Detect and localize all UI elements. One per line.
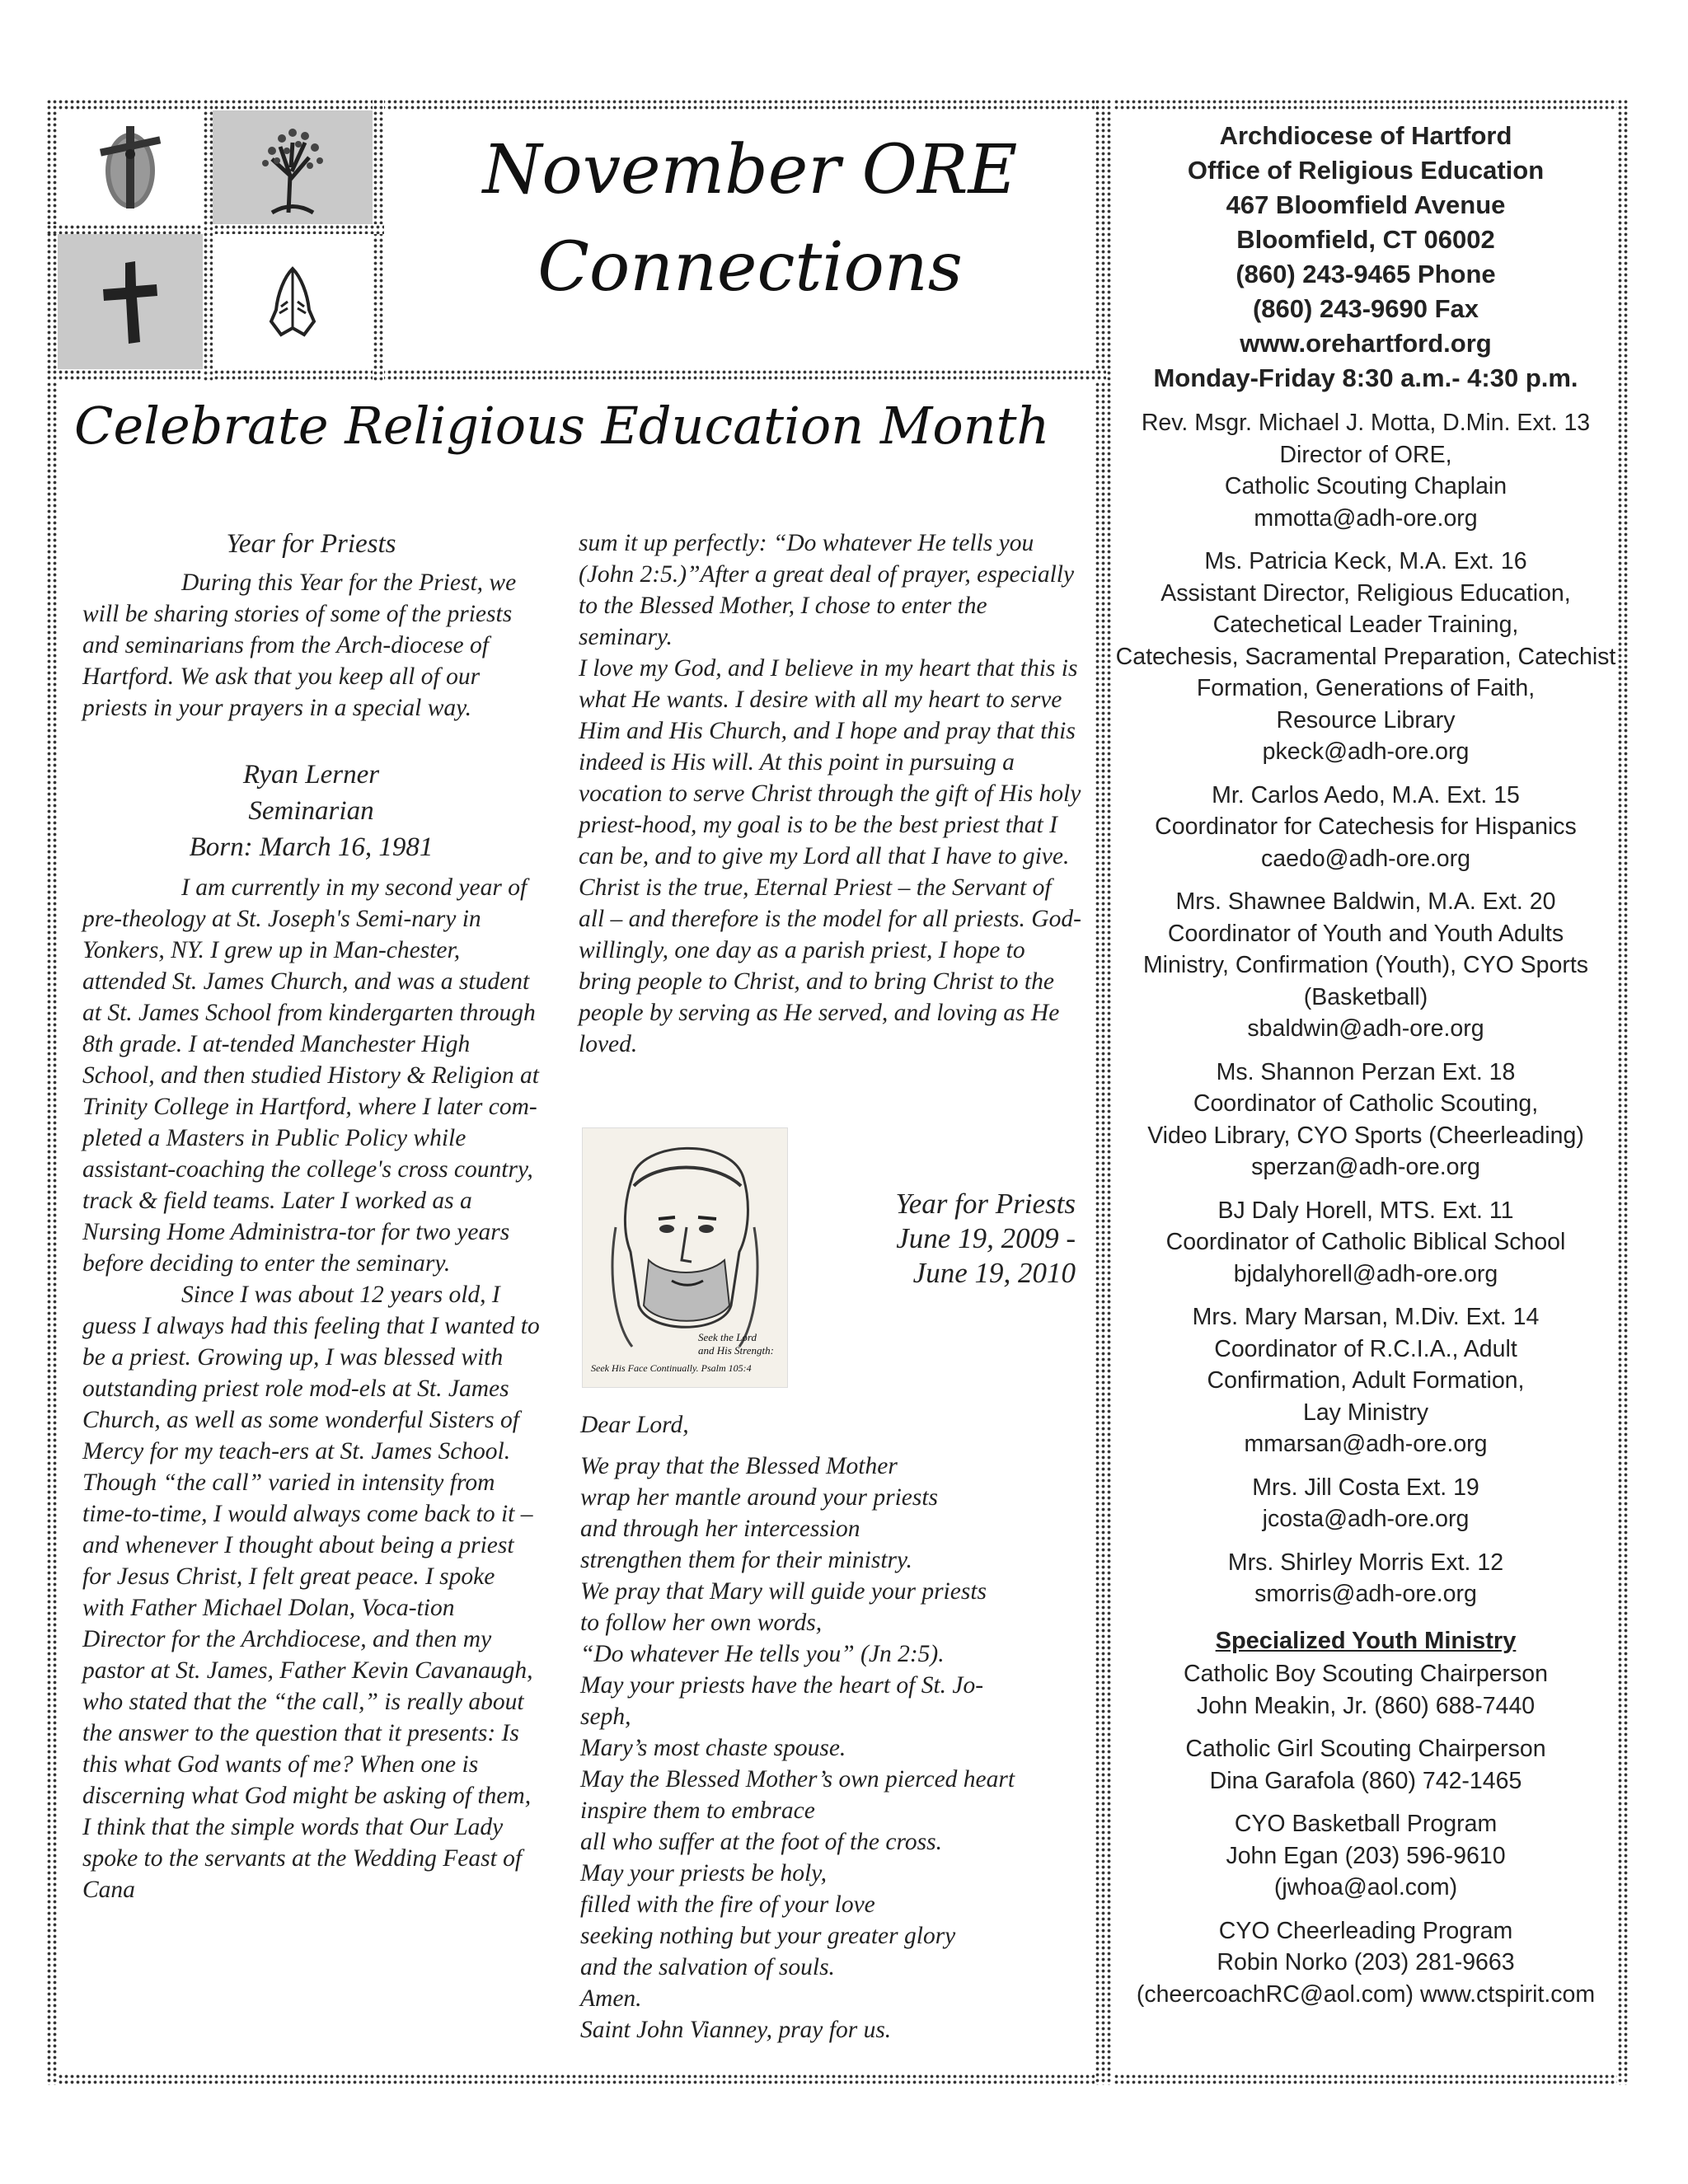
priest-sketch-image [582, 1127, 788, 1388]
staff-line: Catechetical Leader Training, [1212, 612, 1519, 638]
cross-icon [97, 256, 163, 347]
story-paragraph-2: Since I was about 12 years old, I guess I always had this feeling that I wanted to be a priest. Growing up, I was blessed with outstanding priest role mod-els at St. James Church, as well as some wonderful Sisters of Mercy for my teach-ers at St. James School. Though “the call” varied in intensity from time-to-time, I would always come back to it – and whenever I thought about being a priest for Jesus Christ, I felt great peace. I spoke with Father Michael Dolan, Voca-tion Director for the Archdiocese, and then my pastor at St. James, Father Kevin Cavanaugh, who stated that the “the call,” is really about the answer to the question that it presents: Is this what God wants of me? When one is discerning what God might be asking of them, I think that the simple words that Our Lady spoke to the servants at the Wedding Feast of Cana [82, 1282, 540, 1903]
sketch-caption-2: and His Strength: [698, 1344, 774, 1357]
profile-born: Born: March 16, 1981 [189, 832, 434, 862]
sketch-caption-3: Seek His Face Continually. Psalm 105:4 [591, 1362, 752, 1374]
youth-program-line: John Meakin, Jr. (860) 688-7440 [1196, 1692, 1536, 1719]
staff-entry [1114, 1057, 1617, 1183]
youth-program-line: (jwhoa@aol.com) [1273, 1874, 1458, 1900]
youth-program-entry [1114, 1808, 1617, 1904]
youth-program-line: John Egan (203) 596-9610 [1226, 1842, 1506, 1869]
staff-entry [1114, 1195, 1617, 1291]
staff-line: Coordinator of Youth and Youth Adults [1167, 920, 1564, 947]
prayer-line: “Do whatever He tells you” (Jn 2:5). [580, 1641, 945, 1667]
icon-grid-divider-vertical [203, 99, 213, 381]
staff-line: Video Library, CYO Sports (Cheerleading) [1147, 1122, 1584, 1149]
prayer-line: May your priests have the heart of St. Jo- [580, 1672, 984, 1699]
praying-hands-icon [260, 260, 326, 343]
profile-role: Seminarian [248, 796, 374, 826]
staff-email-link[interactable]: jcosta@adh-ore.org [1262, 1506, 1470, 1532]
office-contact-line: www.orehartford.org [1240, 329, 1492, 358]
middle-column-text [579, 527, 1081, 1060]
staff-entry [1114, 407, 1617, 534]
year-for-priests-dates [808, 1187, 1076, 1291]
sidebar-title: Year for Priests [895, 1188, 1076, 1220]
youth-program-line: Dina Garafola (860) 742-1465 [1209, 1767, 1522, 1794]
staff-directory [1114, 407, 1617, 1610]
prayer [580, 1409, 1091, 2046]
staff-entry [1114, 1547, 1617, 1610]
sidebar-dates-2: June 19, 2010 [912, 1257, 1076, 1289]
prayer-line: wrap her mantle around your priests [580, 1484, 939, 1511]
staff-line: Director of ORE, [1279, 441, 1452, 468]
prayer-line: seph, [580, 1704, 631, 1730]
office-contact-line: Archdiocese of Hartford [1219, 121, 1512, 150]
staff-email-link[interactable]: mmarsan@adh-ore.org [1244, 1431, 1488, 1457]
crucifix-tile [58, 110, 203, 224]
prayer-line: and through her intercession [580, 1516, 860, 1542]
staff-email-link[interactable]: bjdalyhorell@adh-ore.org [1233, 1260, 1498, 1287]
prayer-line: all who suffer at the foot of the cross. [580, 1829, 942, 1855]
office-contact-line: Monday-Friday 8:30 a.m.- 4:30 p.m. [1153, 363, 1578, 392]
staff-line: Coordinator for Catechesis for Hispanics [1155, 813, 1577, 840]
staff-line: Coordinator of Catholic Scouting, [1193, 1090, 1539, 1117]
staff-line: Lay Ministry [1302, 1399, 1429, 1426]
staff-entry [1114, 1301, 1617, 1460]
staff-email-link[interactable]: sbaldwin@adh-ore.org [1247, 1015, 1484, 1042]
story-paragraph-1: I am currently in my second year of pre-theology at St. Joseph's Semi-nary in Yonkers, NY. I grew up in Man-chester, attended St. James Church, and was a student at St. James School from kindergarten through 8th grade. I at-tended Manchester High School, and then studied History & Religion at Trinity College in Hartford, where I later com-pleted a Masters in Public Policy while assistant-coaching the college's cross country, track & field teams. Later I worked as a Nursing Home Administra-tor for two years before deciding to enter the seminary. [82, 874, 539, 1277]
prayer-line: We pray that Mary will guide your priests [580, 1578, 987, 1605]
youth-program-entry [1114, 1658, 1617, 1722]
sidebar-dates-1: June 19, 2009 - [896, 1222, 1076, 1254]
staff-line: Coordinator of Catholic Biblical School [1165, 1229, 1566, 1255]
story-paragraph-3: I love my God, and I believe in my heart that this is what He wants. I desire with all my heart to serve Him and His Church, and I hope and pray that this indeed is His will. At this point in pursuing a vocation to serve Christ through the gift of His holy priest-hood, my goal is to be the best priest that I can be, and to give my Lord all that I have to give. Christ is the true, Eternal Priest – the Servant of all – and therefore is the model for all priests. God-willingly, one day as a parish priest, I hope to bring people to Christ, and to bring Christ to the people by serving as He served, and loving as He loved. [579, 655, 1081, 1057]
newsletter-title [387, 122, 1113, 316]
staff-line: Mrs. Jill Costa Ext. 19 [1252, 1474, 1479, 1501]
profile-name: Ryan Lerner [242, 760, 380, 790]
right-column [1114, 119, 1617, 2010]
page-border-left [46, 99, 58, 2085]
office-contact-line: Bloomfield, CT 06002 [1236, 225, 1495, 254]
youth-program-line: CYO Basketball Program [1234, 1811, 1498, 1837]
staff-entry [1114, 886, 1617, 1045]
prayer-line: and the salvation of souls. [580, 1954, 835, 1980]
left-column [82, 526, 540, 1905]
page-border-bottom [46, 2074, 1629, 2085]
youth-program-line: Catholic Boy Scouting Chairperson [1184, 1661, 1548, 1687]
staff-email-link[interactable]: caedo@adh-ore.org [1261, 845, 1470, 872]
staff-entry [1114, 1472, 1617, 1535]
prayer-line: May your priests be holy, [580, 1860, 828, 1886]
priest-portrait-icon [583, 1128, 787, 1351]
office-contact-line: Office of Religious Education [1187, 156, 1545, 185]
office-contact-block [1114, 119, 1617, 396]
youth-ministry-list [1114, 1658, 1617, 2010]
prayer-salutation: Dear Lord, [580, 1412, 689, 1438]
staff-line: Assistant Director, Religious Education, [1160, 579, 1571, 607]
prayer-line: Mary’s most chaste spouse. [580, 1735, 846, 1761]
page-border-right [1617, 99, 1629, 2085]
story-continued: sum it up perfectly: “Do whatever He tells you (John 2:5.)”After a great deal of prayer, especially to the Blessed Mother, I chose to enter the seminary. [579, 530, 1075, 650]
staff-line: Mrs. Mary Marsan, M.Div. Ext. 14 [1192, 1304, 1540, 1330]
youth-program-entry [1114, 1733, 1617, 1797]
intro-paragraph: During this Year for the Priest, we will be sharing stories of some of the priests and seminarians from the Arch-diocese of Hartford. We ask that you keep all of our priests in your prayers in a special way. [82, 569, 517, 721]
title-line-1: November ORE [482, 131, 1018, 209]
staff-line: Mr. Carlos Aedo, M.A. Ext. 15 [1212, 781, 1520, 808]
staff-line: Resource Library [1276, 706, 1456, 733]
youth-ministry-heading: Specialized Youth Ministry [1215, 1627, 1517, 1654]
headline: Celebrate Religious Education Month [74, 396, 1050, 456]
staff-line: BJ Daly Horell, MTS. Ext. 11 [1217, 1197, 1514, 1224]
staff-line: Catholic Scouting Chaplain [1224, 473, 1507, 499]
sketch-caption-1: Seek the Lord [698, 1331, 757, 1343]
youth-program-line: Catholic Girl Scouting Chairperson [1185, 1736, 1546, 1762]
staff-line: (Basketball) [1303, 983, 1428, 1010]
title-line-2: Connections [537, 228, 963, 307]
staff-line: Ms. Shannon Perzan Ext. 18 [1216, 1058, 1516, 1085]
prayer-line: Saint John Vianney, pray for us. [580, 2017, 892, 2043]
staff-email-link[interactable]: smorris@adh-ore.org [1254, 1581, 1477, 1607]
office-contact-line: (860) 243-9465 Phone [1236, 260, 1496, 288]
staff-line: Ministry, Confirmation (Youth), CYO Sports [1142, 952, 1589, 978]
office-contact-line: (860) 243-9690 Fax [1252, 294, 1479, 323]
office-contact-line: 467 Bloomfield Avenue [1226, 190, 1506, 219]
page-border-top [46, 99, 1629, 110]
youth-program-line: Robin Norko (203) 281-9663 [1217, 1949, 1515, 1975]
prayer-line: inspire them to embrace [580, 1797, 815, 1824]
youth-program-line: (cheercoachRC@aol.com) www.ctspirit.com [1136, 1980, 1596, 2008]
prayer-line: to follow her own words, [580, 1610, 823, 1636]
section-heading: Year for Priests [226, 529, 396, 559]
youth-program-line: CYO Cheerleading Program [1218, 1917, 1513, 1944]
staff-entry [1114, 546, 1617, 768]
prayer-line: May the Blessed Mother’s own pierced heart [580, 1766, 1015, 1793]
staff-line: Catechesis, Sacramental Preparation, Catechist [1115, 643, 1616, 670]
staff-line: Mrs. Shawnee Baldwin, M.A. Ext. 20 [1175, 888, 1556, 915]
staff-line: Mrs. Shirley Morris Ext. 12 [1227, 1549, 1504, 1576]
prayer-line: strengthen them for their ministry. [580, 1547, 912, 1573]
tree-tile [213, 110, 373, 224]
staff-line: Coordinator of R.C.I.A., Adult [1214, 1335, 1517, 1362]
staff-line: Rev. Msgr. Michael J. Motta, D.Min. Ext. 13 [1141, 410, 1591, 436]
staff-email-link[interactable]: pkeck@adh-ore.org [1262, 738, 1470, 765]
prayer-line: Amen. [580, 1985, 642, 2012]
staff-line: Formation, Generations of Faith, [1196, 675, 1536, 701]
icon-grid-border-right [373, 99, 384, 381]
column-divider [1095, 99, 1113, 2085]
prayer-line: We pray that the Blessed Mother [580, 1453, 898, 1479]
cross-tile [58, 234, 203, 369]
prayer-line: seeking nothing but your greater glory [580, 1923, 956, 1949]
praying-hands-tile [213, 234, 373, 369]
tree-icon [247, 118, 338, 217]
prayer-lines [580, 1451, 1091, 2046]
crucifix-icon [85, 118, 176, 217]
staff-line: Confirmation, Adult Formation, [1207, 1367, 1525, 1394]
staff-line: Ms. Patricia Keck, M.A. Ext. 16 [1204, 548, 1527, 574]
staff-email-link[interactable]: mmotta@adh-ore.org [1254, 504, 1478, 532]
staff-email-link[interactable]: sperzan@adh-ore.org [1251, 1154, 1480, 1180]
youth-program-entry [1114, 1915, 1617, 2011]
icon-grid-divider-horizontal [46, 224, 384, 234]
prayer-line: filled with the fire of your love [580, 1891, 875, 1918]
staff-entry [1114, 780, 1617, 875]
